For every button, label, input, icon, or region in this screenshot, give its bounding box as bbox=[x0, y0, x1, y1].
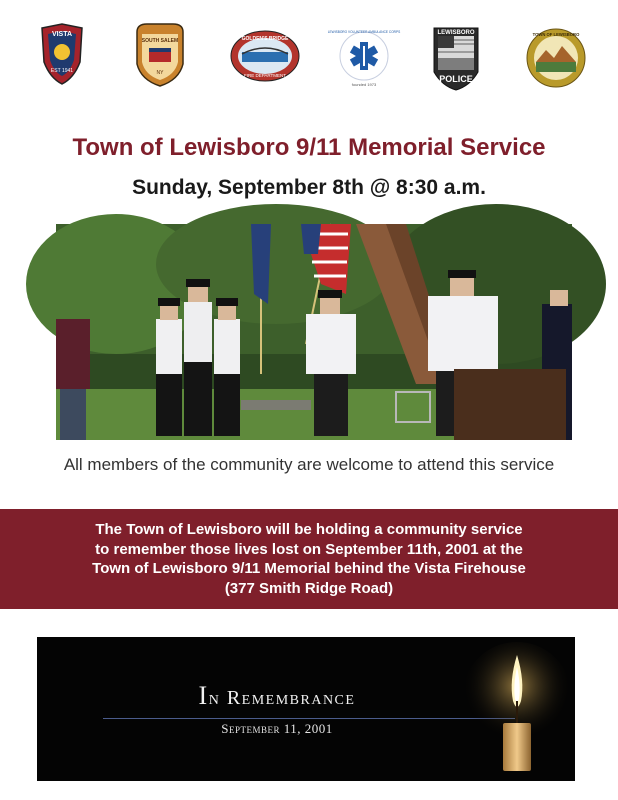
banner-line: to remember those lives lost on September 11th, 2001 at the bbox=[95, 540, 523, 558]
lewisboro-ambulance-badge bbox=[327, 26, 401, 88]
vista-badge-top: VISTA bbox=[51, 31, 73, 38]
banner-line: Town of Lewisboro 9/11 Memorial behind the Vista Firehouse bbox=[92, 560, 526, 577]
page-title: Town of Lewisboro 9/11 Memorial Service bbox=[72, 134, 546, 161]
lewisboro-police-badge bbox=[430, 22, 482, 92]
remembrance-title: In Remembrance bbox=[198, 681, 356, 710]
remembrance-panel bbox=[37, 637, 575, 781]
ambulance-badge-top: LEWISBORO VOLUNTEER AMBULANCE CORPS bbox=[327, 30, 401, 34]
goldens-bridge-badge-top: GOLDEN'S BRIDGE bbox=[241, 36, 289, 42]
service-info-banner bbox=[0, 509, 618, 609]
remembrance-divider bbox=[103, 718, 515, 719]
police-badge-top: LEWISBORO bbox=[437, 30, 475, 36]
police-badge-bottom: POLICE bbox=[439, 74, 473, 84]
event-date-time: Sunday, September 8th @ 8:30 a.m. bbox=[132, 176, 486, 199]
agency-badge-row bbox=[0, 22, 618, 102]
banner-line: The Town of Lewisboro will be holding a community service bbox=[95, 521, 523, 538]
ceremony-photo bbox=[56, 224, 572, 440]
welcome-text: All members of the community are welcome to attend this service bbox=[63, 455, 555, 474]
town-seal-top: TOWN OF LEWISBORO bbox=[532, 32, 580, 37]
south-salem-badge-bottom: NY bbox=[156, 70, 164, 76]
town-of-lewisboro-seal bbox=[524, 28, 588, 88]
goldens-bridge-badge-bottom: FIRE DEPARTMENT bbox=[243, 73, 287, 78]
vista-badge-bottom: EST 1941 bbox=[50, 68, 74, 74]
banner-line: (377 Smith Ridge Road) bbox=[224, 579, 394, 597]
goldens-bridge-fire-badge bbox=[230, 30, 300, 82]
south-salem-badge-top: SOUTH SALEM bbox=[141, 38, 179, 44]
remembrance-date: September 11, 2001 bbox=[221, 721, 333, 736]
vista-fire-badge bbox=[38, 22, 86, 86]
candle-icon bbox=[457, 637, 575, 786]
ambulance-badge-bottom: founded 1973 bbox=[351, 82, 377, 87]
south-salem-fire-badge bbox=[133, 22, 187, 88]
